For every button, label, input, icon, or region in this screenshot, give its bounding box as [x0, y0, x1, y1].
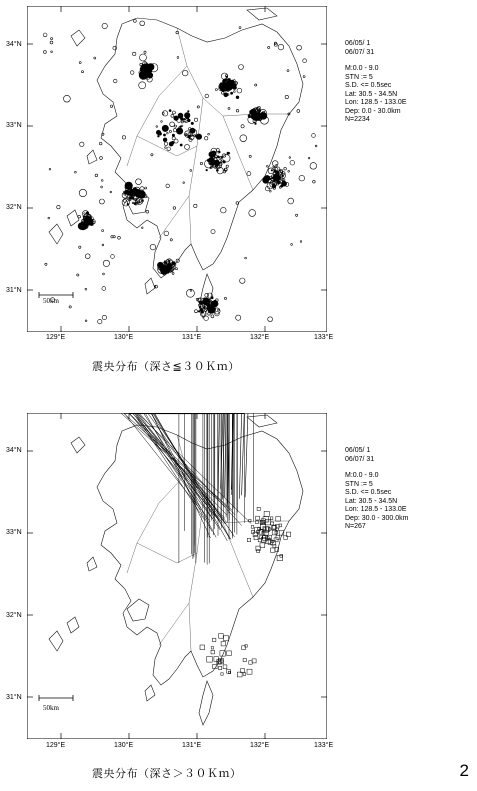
lon-tick-label: 129°E: [46, 334, 66, 341]
period-end: 06/07/ 31: [345, 48, 375, 56]
epicenter-marker: [188, 111, 190, 113]
epicenter-map-shallow: [27, 6, 327, 332]
epicenter-marker: [165, 138, 167, 140]
page-number: 2: [459, 761, 469, 780]
period-end: 06/07/ 31: [345, 455, 375, 463]
epicenter-marker: [127, 203, 129, 205]
epicenter-marker: [207, 307, 209, 309]
epicenter-marker: [278, 173, 280, 175]
epicenter-marker: [134, 202, 136, 204]
epicenter-marker: [208, 299, 210, 301]
epicenter-marker: [272, 184, 276, 188]
map-deep: [27, 413, 327, 739]
epicenter-marker: [146, 63, 148, 65]
epicenter-marker: [190, 128, 195, 133]
lon-tick-label: 133°E: [314, 334, 334, 341]
epicenter-marker: [214, 303, 218, 307]
epicenter-marker: [231, 92, 233, 94]
lat-tick-label: 31°N: [6, 694, 22, 701]
magnitude-range: M:0.0 - 9.0: [345, 65, 379, 72]
period-start: 06/05/ 1: [345, 40, 371, 47]
epicenter-marker: [169, 265, 171, 267]
epicenter-marker: [164, 265, 168, 269]
epicenter-marker: [162, 125, 168, 131]
epicenter-marker: [216, 169, 218, 171]
epicenter-marker: [163, 134, 165, 136]
epicenter-marker: [271, 170, 273, 172]
depth-range: Dep: 30.0 - 300.0km: [345, 514, 409, 522]
lat-tick-label: 32°N: [6, 204, 22, 211]
event-count: N=2234: [345, 116, 370, 123]
epicenter-marker: [226, 80, 232, 86]
sd-limit: S.D. <= 0.5sec: [345, 82, 392, 89]
epicenter-marker: [282, 181, 287, 186]
caption-deep: 震央分布（深さ＞３０Ｋｍ）: [92, 767, 242, 780]
epicenter-marker: [180, 126, 182, 128]
epicenter-marker: [159, 264, 162, 267]
scale-label: 50km: [43, 704, 59, 712]
epicenter-marker: [169, 110, 171, 112]
period-start: 06/05/ 1: [345, 447, 371, 454]
epicenter-marker: [169, 142, 173, 146]
event-count: N=267: [345, 523, 366, 530]
epicenter-marker: [191, 122, 193, 124]
lon-tick-label: 132°E: [250, 742, 270, 749]
epicenter-marker: [223, 80, 226, 83]
map-shallow: [27, 6, 327, 332]
epicenter-marker: [158, 135, 160, 137]
epicenter-map-deep: [27, 413, 327, 739]
epicenter-marker: [211, 305, 213, 307]
lat-tick-label: 34°N: [6, 447, 22, 454]
lon-tick-label: 130°E: [114, 334, 134, 341]
lat-range: Lat: 30.5 - 34.5N: [345, 497, 398, 505]
epicenter-marker: [187, 119, 190, 122]
epicenter-marker: [147, 73, 152, 78]
map-frame: [27, 413, 327, 739]
epicenter-marker: [223, 161, 226, 164]
lon-tick-label: 131°E: [182, 742, 202, 749]
legend-1: [337, 130, 427, 315]
epicenter-marker: [89, 219, 93, 223]
epicenter-marker: [131, 194, 133, 196]
lon-tick-label: 130°E: [114, 742, 134, 749]
scale-label: 50km: [43, 297, 59, 305]
epicenter-marker: [86, 220, 88, 222]
lon-tick-label: 129°E: [46, 742, 66, 749]
epicenter-marker: [236, 96, 239, 99]
epicenter-marker: [172, 134, 174, 136]
epicenter-marker: [210, 167, 212, 169]
epicenter-marker: [233, 86, 237, 90]
info-panel-2: [345, 447, 408, 532]
lon-range: Lon: 128.5 - 133.0E: [345, 506, 407, 513]
map-frame: [27, 6, 327, 332]
lat-range: Lat: 30.5 - 34.5N: [345, 90, 398, 98]
station-count: STN := 5: [345, 73, 373, 81]
epicenter-marker: [200, 302, 202, 304]
epicenter-marker: [86, 212, 89, 215]
magnitude-range: M:0.0 - 9.0: [345, 472, 379, 479]
epicenter-marker: [198, 311, 200, 313]
epicenter-marker: [176, 128, 182, 134]
lat-tick-label: 34°N: [6, 41, 22, 48]
station-count: STN := 5: [345, 480, 373, 488]
epicenter-marker: [180, 144, 182, 146]
lat-tick-label: 33°N: [6, 122, 22, 129]
epicenter-marker: [196, 134, 202, 140]
lat-tick-label: 32°N: [6, 612, 22, 619]
depth-range: Dep: 0.0 - 30.0km: [345, 107, 401, 115]
legend-2: [337, 534, 427, 724]
lat-tick-label: 31°N: [6, 287, 22, 294]
epicenter-marker: [259, 110, 261, 112]
lon-tick-label: 132°E: [250, 334, 270, 341]
caption-shallow: 震央分布（深さ≦３０Ｋｍ）: [92, 360, 240, 373]
lat-tick-label: 33°N: [6, 529, 22, 536]
lon-tick-label: 133°E: [314, 742, 334, 749]
sd-limit: S.D. <= 0.5sec: [345, 489, 392, 496]
epicenter-marker: [126, 191, 130, 195]
epicenter-marker: [255, 123, 257, 125]
epicenter-marker: [125, 182, 133, 190]
epicenter-marker: [250, 109, 256, 115]
epicenter-marker: [145, 66, 147, 68]
epicenter-marker: [184, 113, 190, 119]
info-panel-1: [345, 40, 407, 125]
epicenter-marker: [224, 93, 228, 97]
lon-range: Lon: 128.5 - 133.0E: [345, 99, 407, 106]
epicenter-marker: [139, 71, 148, 80]
epicenter-marker: [206, 169, 208, 171]
epicenter-marker: [211, 297, 213, 299]
lon-tick-label: 131°E: [182, 334, 202, 341]
